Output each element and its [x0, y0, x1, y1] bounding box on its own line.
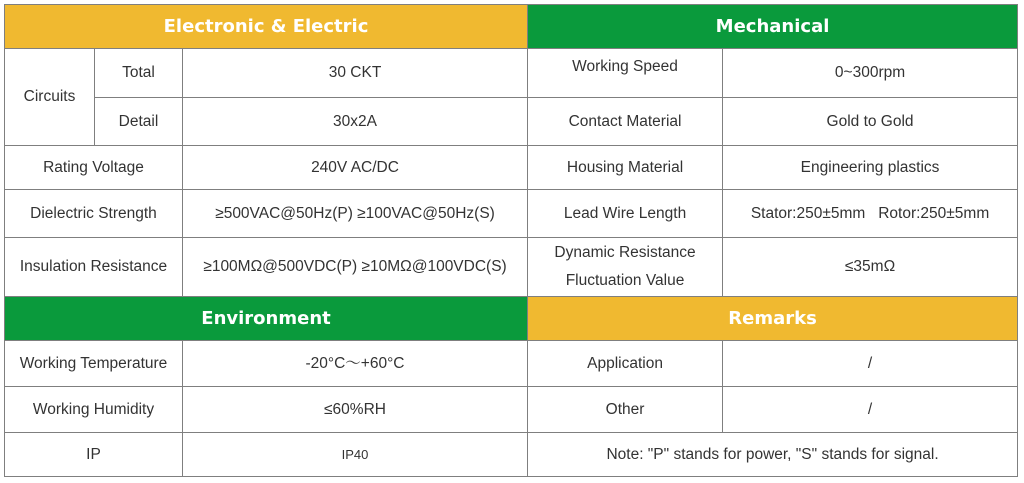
detail-label: Detail [95, 98, 183, 146]
contact-material-value: Gold to Gold [723, 98, 1018, 146]
table-row [5, 387, 1018, 433]
table-row [5, 190, 1018, 238]
section-header-mechanical: Mechanical [528, 5, 1018, 49]
contact-material-label: Contact Material [528, 98, 723, 146]
table-row [5, 238, 1018, 297]
section-header-electronic: Electronic & Electric [5, 5, 528, 49]
detail-value: 30x2A [183, 98, 528, 146]
dielectric-strength-label: Dielectric Strength [5, 190, 183, 238]
dynamic-resistance-value: ≤35mΩ [723, 238, 1018, 297]
insulation-resistance-value: ≥100MΩ@500VDC(P) ≥10MΩ@100VDC(S) [183, 238, 528, 297]
table-row [5, 146, 1018, 190]
section-header-remarks: Remarks [528, 297, 1018, 341]
lead-wire-length-label: Lead Wire Length [528, 190, 723, 238]
working-speed-label: Working Speed [528, 49, 723, 98]
rating-voltage-label: Rating Voltage [5, 146, 183, 190]
dielectric-strength-value: ≥500VAC@50Hz(P) ≥100VAC@50Hz(S) [183, 190, 528, 238]
lead-wire-length-value: Stator:250±5mm Rotor:250±5mm [723, 190, 1018, 238]
housing-material-label: Housing Material [528, 146, 723, 190]
working-humidity-value: ≤60%RH [183, 387, 528, 433]
housing-material-value: Engineering plastics [723, 146, 1018, 190]
table-row [5, 433, 1018, 477]
working-humidity-label: Working Humidity [5, 387, 183, 433]
header-row-top [5, 5, 1018, 49]
application-value: / [723, 341, 1018, 387]
other-label: Other [528, 387, 723, 433]
working-temperature-label: Working Temperature [5, 341, 183, 387]
working-temperature-value: -20°C～+60°C [183, 341, 528, 387]
application-label: Application [528, 341, 723, 387]
table-row [5, 49, 1018, 98]
remarks-note: Note: "P" stands for power, "S" stands for signal. [528, 433, 1018, 477]
circuits-label: Circuits [5, 49, 95, 146]
other-value: / [723, 387, 1018, 433]
dynamic-resistance-label: Dynamic Resistance Fluctuation Value [528, 238, 723, 297]
table-row [5, 341, 1018, 387]
header-row-bottom [5, 297, 1018, 341]
table-row [5, 98, 1018, 146]
ip-value: IP40 [183, 433, 528, 477]
section-header-environment: Environment [5, 297, 528, 341]
total-label: Total [95, 49, 183, 98]
working-speed-value: 0~300rpm [723, 49, 1018, 98]
ip-label: IP [5, 433, 183, 477]
spec-table [4, 4, 1018, 477]
total-value: 30 CKT [183, 49, 528, 98]
rating-voltage-value: 240V AC/DC [183, 146, 528, 190]
insulation-resistance-label: Insulation Resistance [5, 238, 183, 297]
